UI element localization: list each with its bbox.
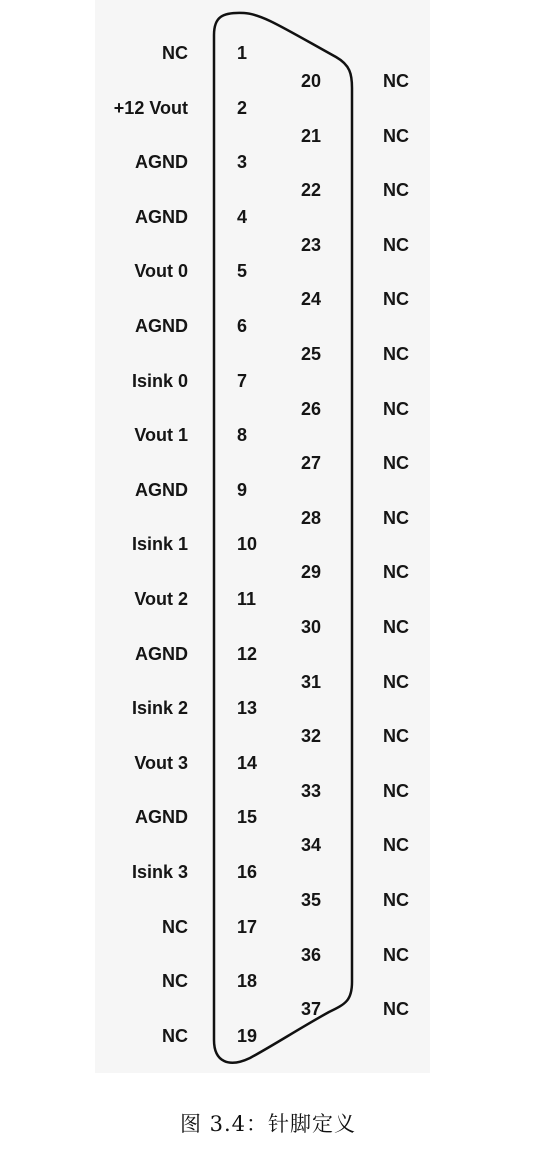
- right-pin-number: 28: [301, 507, 322, 528]
- figure-caption: 图 3.4：针脚定义: [179, 1112, 357, 1136]
- right-pin-number: 20: [301, 71, 322, 91]
- right-pin-signal: NC: [383, 671, 409, 692]
- left-pin-signal: NC: [162, 971, 188, 992]
- left-pin-number: 9: [237, 479, 248, 500]
- right-pin-number: 34: [301, 835, 322, 856]
- left-pin-signal: Isink 2: [131, 698, 188, 719]
- right-pin-number: 29: [301, 562, 322, 583]
- left-pin-number: 6: [237, 316, 248, 336]
- left-pin-signal: AGND: [135, 316, 188, 336]
- right-pin-number: 30: [301, 617, 322, 637]
- left-pin-number: 18: [237, 971, 258, 992]
- right-pin-number: 22: [301, 180, 322, 201]
- right-pin-signal: NC: [383, 507, 409, 528]
- right-pin-signal: NC: [383, 835, 409, 856]
- right-pin-signal: NC: [383, 944, 409, 965]
- left-pin-signal: NC: [162, 1025, 188, 1046]
- left-pin-number: 10: [237, 534, 258, 555]
- right-pin-number: 26: [301, 398, 322, 419]
- right-pin-number: 31: [301, 671, 322, 692]
- left-pin-number: 17: [237, 916, 258, 937]
- left-pin-signal: Vout 1: [134, 425, 188, 446]
- left-pin-signal: AGND: [135, 807, 188, 828]
- left-pin-number: 14: [237, 752, 258, 773]
- right-pin-signal: NC: [383, 398, 409, 419]
- right-pin-signal: NC: [383, 999, 409, 1020]
- right-pin-number: 32: [301, 726, 322, 747]
- right-pin-number: 27: [301, 453, 322, 474]
- right-pin-signal: NC: [383, 890, 409, 910]
- left-pin-number: 4: [237, 206, 248, 227]
- left-pin-number: 19: [237, 1025, 258, 1046]
- left-pin-number: 11: [237, 589, 257, 609]
- right-pin-number: 23: [301, 234, 322, 255]
- left-pin-number: 12: [237, 643, 258, 664]
- right-pin-number: 25: [301, 344, 322, 364]
- left-pin-signal: AGND: [135, 479, 188, 500]
- left-pin-signal: AGND: [135, 152, 188, 173]
- left-pin-signal: +12 Vout: [113, 97, 188, 118]
- right-pin-number: 35: [301, 890, 322, 910]
- left-pin-signal: Vout 0: [134, 261, 188, 282]
- left-pin-number: 16: [237, 862, 258, 882]
- left-pin-signal: NC: [162, 916, 188, 937]
- left-pin-number: 15: [237, 807, 258, 828]
- right-pin-signal: NC: [383, 562, 409, 583]
- left-pin-signal: Isink 0: [131, 370, 188, 391]
- right-pin-signal: NC: [383, 617, 409, 637]
- left-pin-number: 8: [237, 425, 248, 446]
- left-pin-signal: Isink 1: [131, 534, 188, 555]
- right-pin-number: 36: [301, 944, 322, 965]
- left-pin-signal: Isink 3: [131, 862, 188, 882]
- right-pin-signal: NC: [383, 289, 409, 310]
- left-pin-number: 7: [237, 370, 248, 391]
- left-pin-number: 13: [237, 698, 258, 719]
- left-pin-number: 3: [237, 152, 248, 173]
- left-pin-signal: NC: [162, 43, 188, 63]
- left-pin-signal: Vout 3: [134, 752, 188, 773]
- right-pin-signal: NC: [383, 780, 409, 801]
- left-pin-signal: AGND: [135, 643, 188, 664]
- right-pin-signal: NC: [383, 234, 409, 255]
- right-pin-signal: NC: [383, 180, 409, 201]
- right-pin-number: 33: [301, 780, 322, 801]
- right-pin-signal: NC: [383, 453, 409, 474]
- right-pin-signal: NC: [383, 125, 409, 146]
- left-pin-signal: Vout 2: [134, 589, 188, 609]
- left-pin-signal: AGND: [135, 206, 188, 227]
- left-pin-number: 1: [237, 43, 248, 63]
- right-pin-number: 21: [301, 125, 322, 146]
- left-pin-number: 2: [237, 97, 248, 118]
- right-pin-signal: NC: [383, 726, 409, 747]
- right-pin-number: 24: [301, 289, 322, 310]
- left-pin-number: 5: [237, 261, 248, 282]
- right-pin-signal: NC: [383, 71, 409, 91]
- right-pin-number: 37: [301, 999, 322, 1020]
- right-pin-signal: NC: [383, 344, 409, 364]
